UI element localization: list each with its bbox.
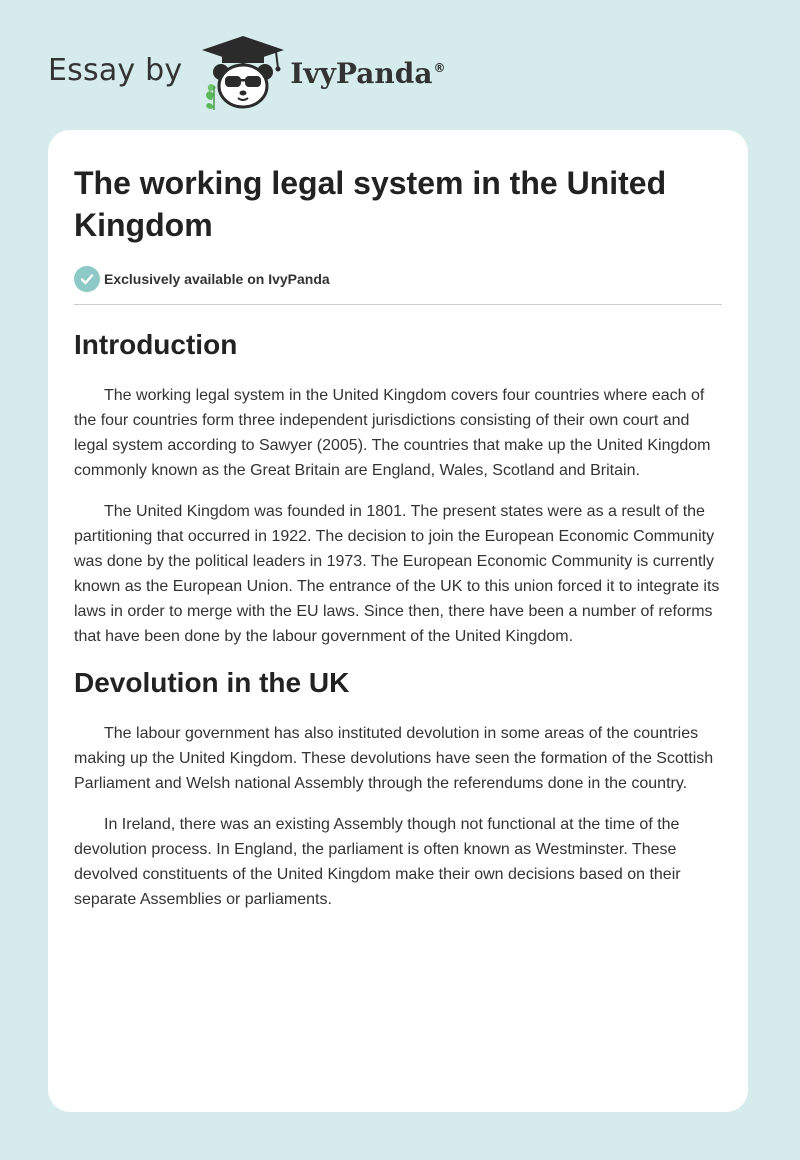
essay-card	[48, 130, 748, 1112]
title-divider	[74, 304, 722, 305]
brand-name-text: IvyPanda	[290, 56, 433, 90]
site-header	[48, 34, 445, 110]
registered-mark: ®	[433, 61, 446, 76]
ivypanda-logo-link[interactable]	[198, 34, 445, 110]
checkmark-icon	[80, 272, 94, 286]
brand-prefix: Essay by	[48, 52, 183, 88]
section-heading: Introduction	[74, 329, 238, 360]
exclusive-badge	[74, 264, 722, 294]
panda-logo-icon	[198, 34, 288, 110]
paragraph: The labour government has also instituted devolution in some areas of the countries making up the United Kingdom. These devolutions have seen the formation of the Scottish Parliament and Welsh national Assembly through the referendums done in the country.	[74, 725, 714, 792]
section-devolution	[74, 665, 722, 912]
paragraph: The working legal system in the United Kingdom covers four countries where each of the four countries form three independent jurisdictions consisting of their own court and legal system according to Sawyer (2005). The countries that make up the United Kingdom commonly known as the Great Britain are England, Wales, Scotland and Britain.	[74, 387, 711, 479]
brand-name	[290, 57, 445, 90]
section-introduction	[74, 327, 722, 649]
paragraph: In Ireland, there was an existing Assembly though not functional at the time of the devolution process. In England, the parliament is often known as Westminster. These devolved constituents of the United Kingdom make their own decisions based on their separate Assemblies or parliaments.	[74, 816, 681, 908]
section-heading: Devolution in the UK	[74, 667, 350, 698]
page-title: The working legal system in the United Kingdom	[74, 165, 667, 243]
paragraph: The United Kingdom was founded in 1801. The present states were as a result of the partitioning that occurred in 1922. The decision to join the European Economic Community was done by the political leaders in 1973. The European Economic Community is currently known as the European Union. The entrance of the UK to this union forced it to integrate its laws in order to merge with the EU laws. Since then, there have been a number of reforms that have been done by the labour government of the United Kingdom.	[74, 503, 720, 645]
check-circle-icon	[74, 266, 100, 292]
exclusive-label: Exclusively available on IvyPanda	[104, 271, 330, 287]
